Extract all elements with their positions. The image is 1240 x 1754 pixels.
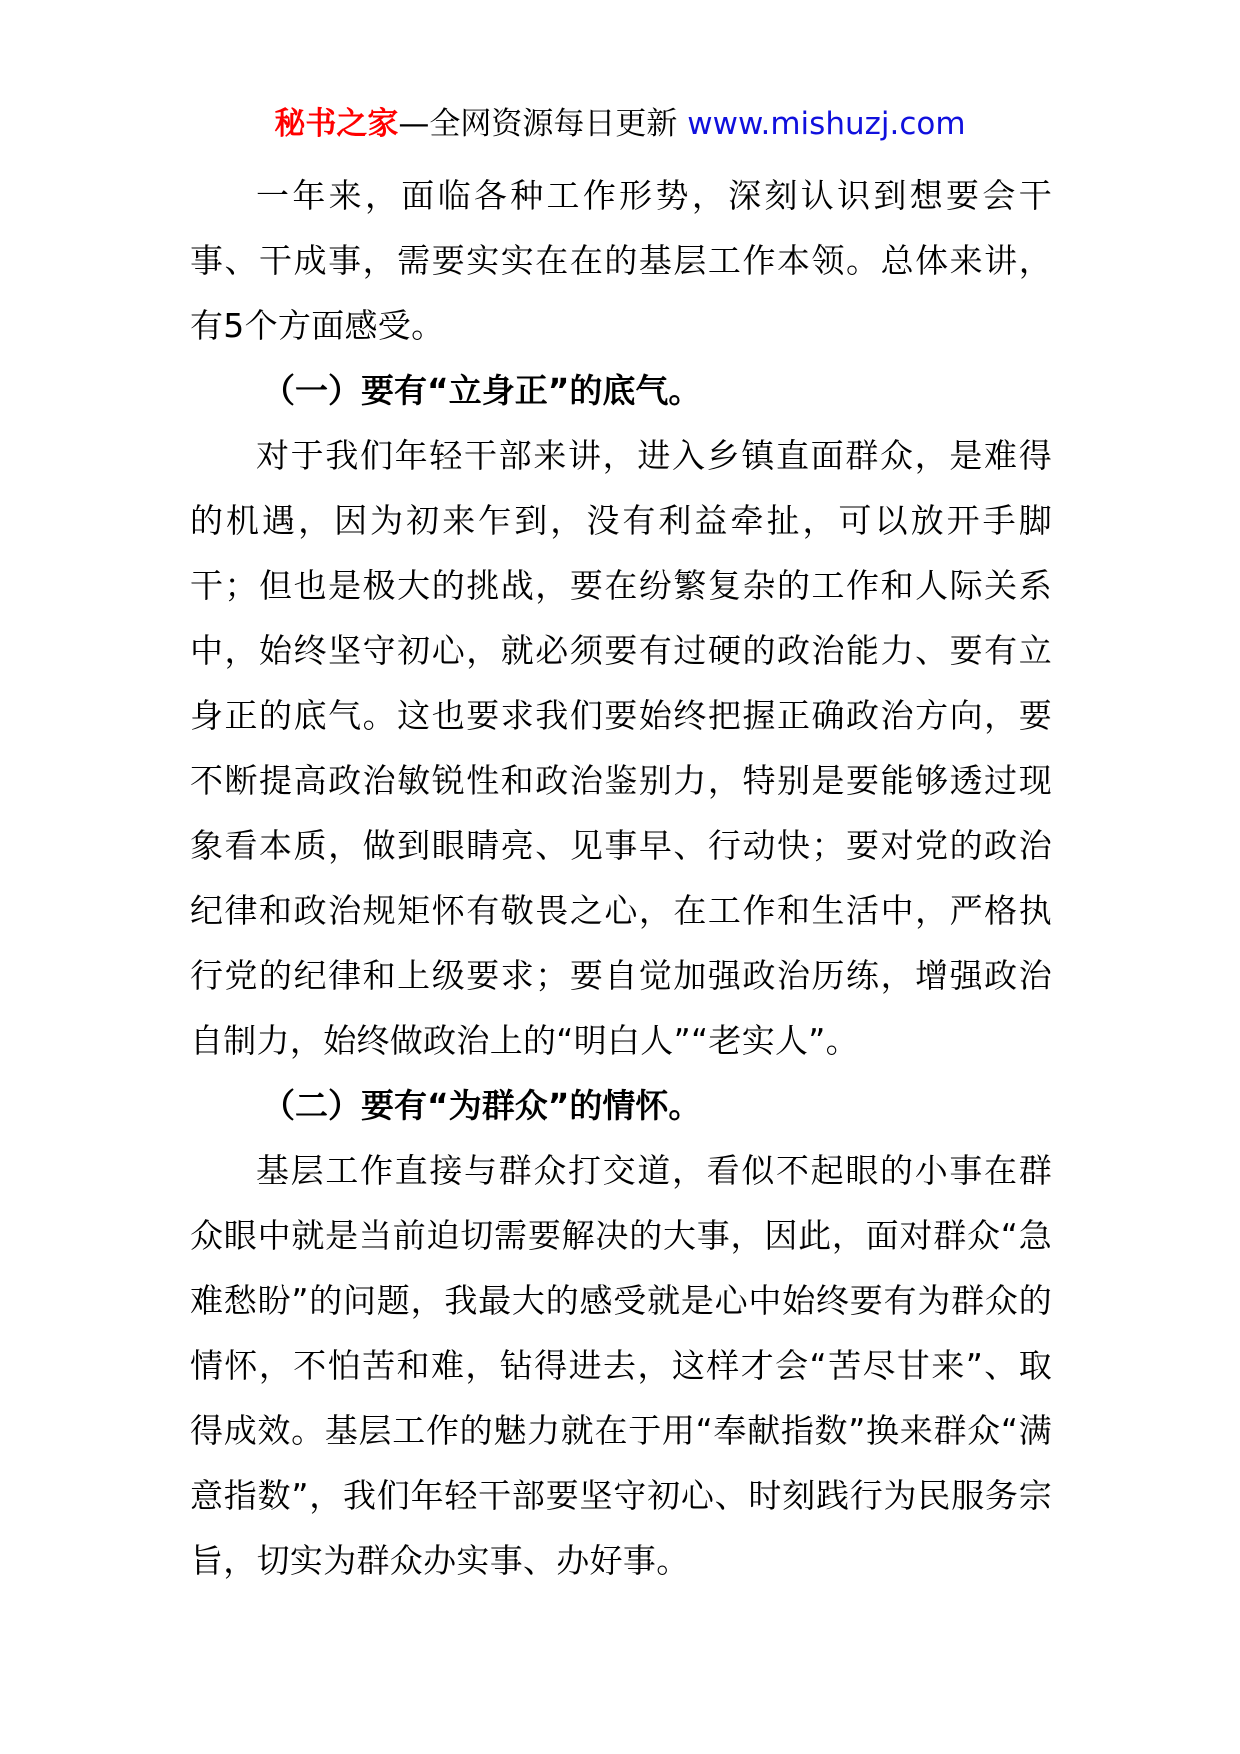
site-brand-name: 秘书之家: [274, 106, 399, 142]
site-url-link[interactable]: www.mishuzj.com: [687, 106, 966, 142]
section-2-heading: （二）要有“为群众”的情怀。: [262, 1086, 702, 1125]
section-1-paragraph: 对于我们年轻干部来讲，进入乡镇直面群众，是难得的机遇，因为初来乍到，没有利益牵扯，可以放开手脚干；但也是极大的挑战，要在纷繁复杂的工作和人际关系中，始终坚守初心，就必须要有过硬的政治能力、要有立身正的底气。这也要求我们要始终把握正确政治方向，要不断提高政治敏锐性和政治鉴别力，特别是要能够透过现象看本质，做到眼睛亮、见事早、行动快；要对党的政治纪律和政治规矩怀有敬畏之心，在工作和生活中，严格执行党的纪律和上级要求；要自觉加强政治历练，增强政治自制力，始终做政治上的“明白人”“老实人”。: [190, 436, 1052, 1060]
intro-paragraph: 一年来，面临各种工作形势，深刻认识到想要会干事、干成事，需要实实在在的基层工作本领。总体来讲，有5个方面感受。: [190, 176, 1052, 345]
site-tagline: —全网资源每日更新: [398, 106, 688, 142]
section-1-heading: （一）要有“立身正”的底气。: [262, 371, 702, 410]
document-body: [190, 163, 1052, 1593]
section-2-paragraph: 基层工作直接与群众打交道，看似不起眼的小事在群众眼中就是当前迫切需要解决的大事，因此，面对群众“急难愁盼”的问题，我最大的感受就是心中始终要有为群众的情怀，不怕苦和难，钻得进去，这样才会“苦尽甘来”、取得成效。基层工作的魅力就在于用“奉献指数”换来群众“满意指数”，我们年轻干部要坚守初心、时刻践行为民服务宗旨，切实为群众办实事、办好事。: [190, 1151, 1052, 1580]
site-header: [0, 100, 1240, 148]
